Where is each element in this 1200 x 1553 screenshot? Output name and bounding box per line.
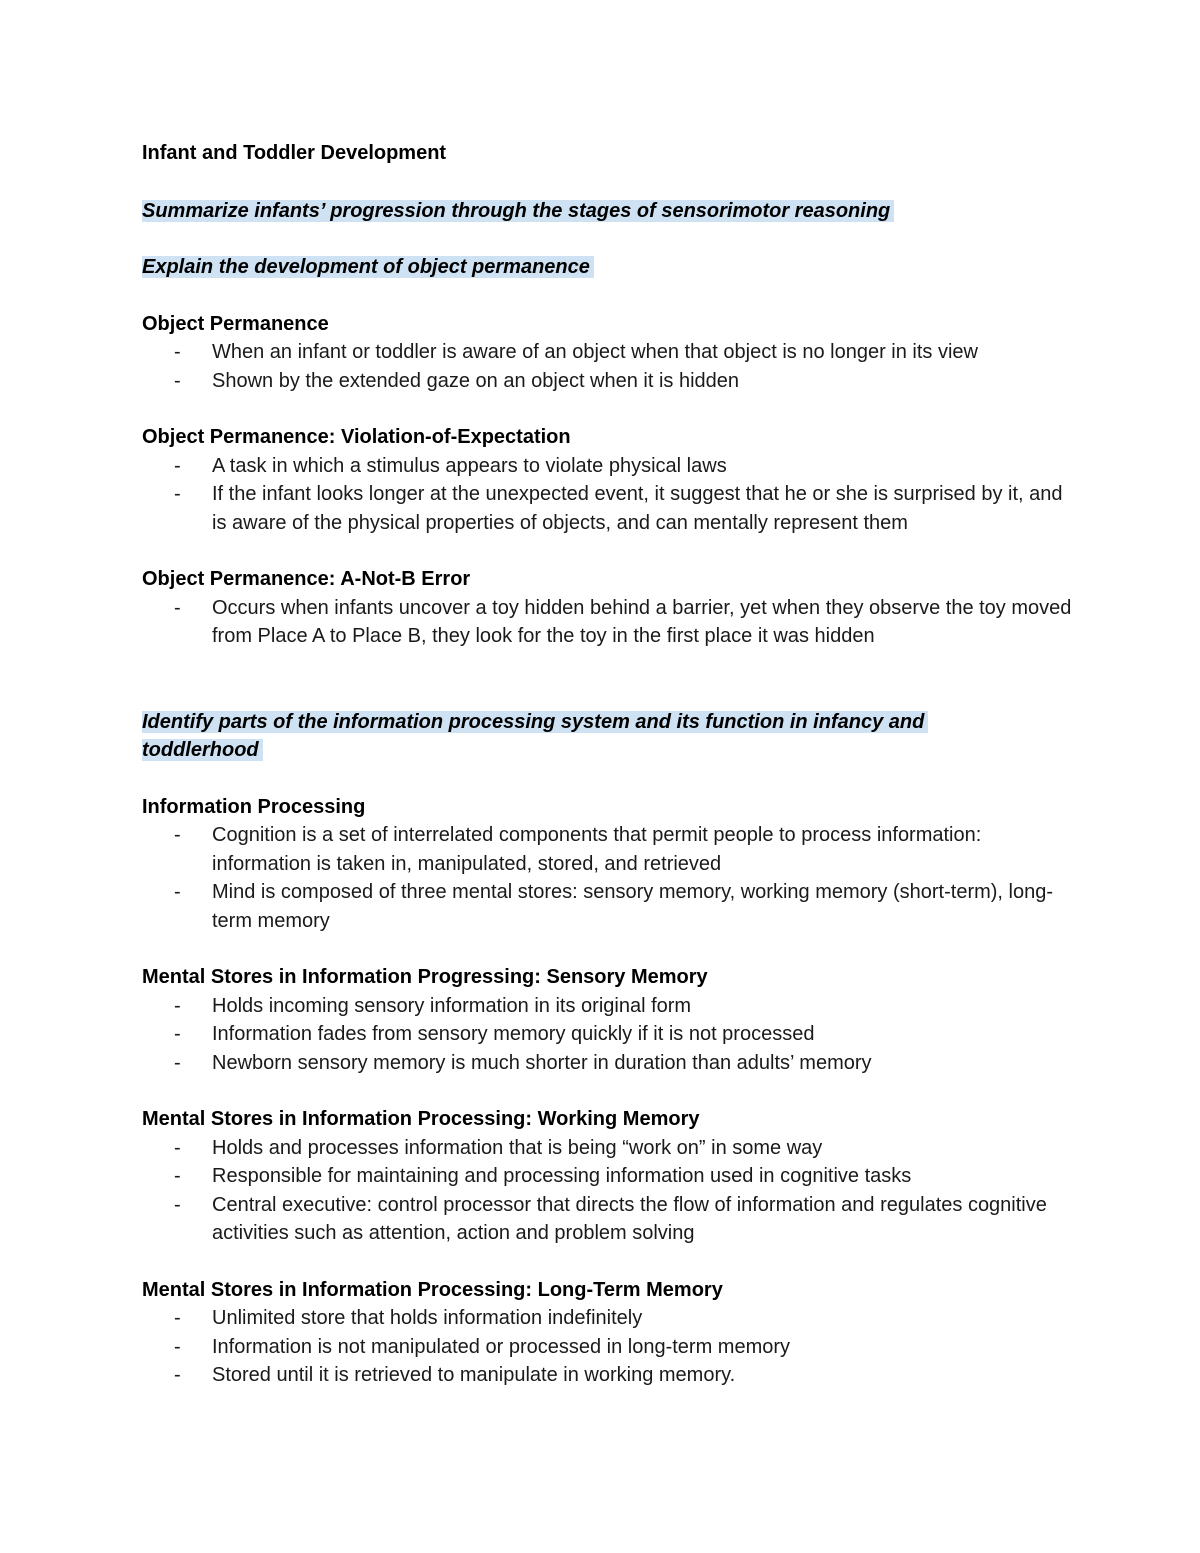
section-heading: Object Permanence: A-Not-B Error	[142, 568, 471, 590]
list-item	[142, 1020, 1072, 1049]
bullet-text: Shown by the extended gaze on an object when it is hidden	[212, 369, 740, 392]
bullet-dash: -	[174, 1193, 181, 1216]
list-item	[142, 878, 1072, 935]
bullet-list	[142, 594, 1072, 651]
section-heading: Information Processing	[142, 795, 366, 818]
section-violation-of-expectation	[142, 423, 1072, 537]
bullet-list	[142, 452, 1072, 538]
bullet-text: If the infant looks longer at the unexpected event, it suggest that he or she is surprised by it, and is aware of the physical properties of objects, and can mentally represent them	[212, 483, 1063, 534]
bullet-dash: -	[174, 1335, 181, 1358]
section-a-not-b-error	[142, 565, 1072, 651]
bullet-dash: -	[174, 341, 181, 363]
bullet-text: Newborn sensory memory is much shorter in duration than adults’ memory	[212, 1051, 872, 1074]
bullet-list	[142, 1304, 1072, 1390]
bullet-text: Holds and processes information that is being “work on” in some way	[212, 1136, 823, 1159]
bullet-dash: -	[174, 483, 181, 505]
section-working-memory	[142, 1105, 1072, 1248]
bullet-dash: -	[174, 369, 181, 392]
bullet-text: Mind is composed of three mental stores: sensory memory, working memory (short-term), long-term memory	[212, 881, 1054, 932]
bullet-dash: -	[174, 596, 181, 619]
list-item	[142, 1049, 1072, 1078]
list-item	[142, 480, 1072, 537]
list-item	[142, 1162, 1072, 1191]
section-heading: Object Permanence: Violation-of-Expectation	[142, 426, 571, 448]
bullet-text: Information is not manipulated or processed in long-term memory	[212, 1335, 791, 1358]
list-item	[142, 452, 1072, 481]
bullet-dash: -	[174, 1307, 181, 1329]
list-item	[142, 821, 1072, 878]
bullet-list	[142, 1134, 1072, 1248]
bullet-text: When an infant or toddler is aware of an object when that object is no longer in its view	[212, 341, 978, 363]
objective-text: Summarize infants’ progression through the stages of sensorimotor reasoning	[142, 200, 894, 222]
bullet-text: Responsible for maintaining and processing information used in cognitive tasks	[212, 1165, 912, 1187]
list-item	[142, 594, 1072, 651]
section-heading: Mental Stores in Information Progressing: Sensory Memory	[142, 966, 708, 988]
learning-objective	[142, 708, 1002, 765]
bullet-dash: -	[174, 1023, 181, 1045]
bullet-dash: -	[174, 1364, 181, 1386]
learning-objective	[142, 253, 1072, 282]
bullet-dash: -	[174, 994, 181, 1017]
section-heading: Mental Stores in Information Processing: Long-Term Memory	[142, 1278, 723, 1301]
list-item	[142, 1333, 1072, 1362]
bullet-dash: -	[174, 881, 181, 903]
bullet-text: Cognition is a set of interrelated components that permit people to process information: information is taken in, manipulated, stored, and retrieved	[212, 824, 982, 875]
list-item	[142, 1134, 1072, 1163]
bullet-dash: -	[174, 1165, 181, 1187]
bullet-list	[142, 992, 1072, 1078]
list-item	[142, 1191, 1072, 1248]
section-long-term-memory	[142, 1276, 1072, 1390]
list-item	[142, 367, 1072, 396]
bullet-text: Information fades from sensory memory quickly if it is not processed	[212, 1023, 815, 1045]
list-item	[142, 1304, 1072, 1333]
list-item	[142, 992, 1072, 1021]
section-sensory-memory	[142, 963, 1072, 1077]
bullet-text: Unlimited store that holds information indefinitely	[212, 1307, 643, 1329]
document-body	[142, 139, 1072, 1418]
bullet-list	[142, 338, 1072, 395]
bullet-text: A task in which a stimulus appears to violate physical laws	[212, 454, 727, 477]
objective-text: Identify parts of the information processing system and its function in infancy and toddlerhood	[142, 711, 928, 762]
bullet-list	[142, 821, 1072, 935]
bullet-dash: -	[174, 1136, 181, 1159]
document-title: Infant and Toddler Development	[142, 142, 447, 164]
bullet-dash: -	[174, 1051, 181, 1074]
objective-text: Explain the development of object permanence	[142, 256, 594, 278]
list-item	[142, 1361, 1072, 1390]
bullet-text: Central executive: control processor that directs the flow of information and regulates cognitive activities such as attention, action and problem solving	[212, 1193, 1047, 1244]
section-information-processing	[142, 793, 1072, 936]
learning-objective	[142, 197, 1072, 226]
section-object-permanence	[142, 310, 1072, 396]
section-heading: Mental Stores in Information Processing: Working Memory	[142, 1108, 700, 1130]
list-item	[142, 338, 1072, 367]
bullet-dash: -	[174, 454, 181, 477]
bullet-text: Occurs when infants uncover a toy hidden behind a barrier, yet when they observe the toy moved from Place A to Place B, they look for the toy in the first place it was hidden	[212, 596, 1072, 647]
bullet-text: Holds incoming sensory information in its original form	[212, 994, 692, 1017]
bullet-text: Stored until it is retrieved to manipulate in working memory.	[212, 1364, 736, 1386]
section-heading: Object Permanence	[142, 312, 329, 335]
bullet-dash: -	[174, 824, 181, 846]
